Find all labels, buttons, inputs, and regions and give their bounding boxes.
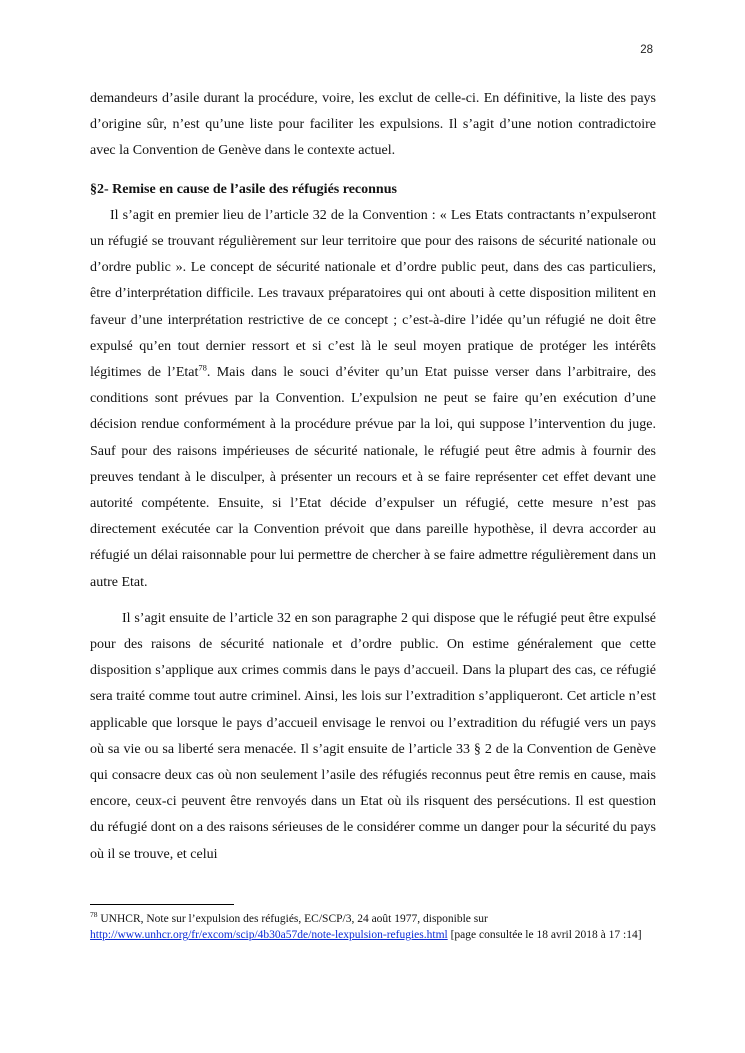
footnote-text: UNHCR, Note sur l’expulsion des réfugiés, EC/SCP/3, 24 août 1977, disponible sur [97, 913, 488, 925]
footnote-separator [90, 904, 234, 905]
footnote-link[interactable]: http://www.unhcr.org/fr/excom/scip/4b30a57de/note-lexpulsion-refugies.html [90, 929, 448, 941]
footnote-reference[interactable]: 78 [198, 362, 207, 373]
paragraph-1: demandeurs d’asile durant la procédure, voire, les exclut de celle-ci. En définitive, la liste des pays d’origine sûr, n’est qu’une liste pour faciliter les expulsions. Il s’agit d’une notion contradictoire avec la Convention de Genève dans le contexte actuel. [90, 91, 656, 159]
page-number: 28 [640, 44, 653, 56]
footnote-78 [90, 911, 656, 943]
paragraph-2-part-2: . Mais dans le souci d’éviter qu’un Etat puisse verser dans l’arbitraire, des conditions sont prévues par la Convention. L’expulsion ne peut se faire qu’en exécution d’une décision rendue conformément à la procédure prévue par la loi, qui suppose l’intervention du juge. Sauf pour des raisons impérieuses de sécurité nationale, le réfugié peut être admis à fournir des preuves tendant à le disculper, à présenter un recours et à se faire représenter cet effet devant une autorité compétente. Ensuite, si l’Etat décide d’expulser un réfugié, cette mesure n’est pas directement exécutée car la Convention prévoit que dans pareille hypothèse, il devra accorder au réfugié un délai raisonnable pour lui permettre de chercher à se faire admettre régulièrement dans un autre Etat. [90, 365, 656, 590]
footnote-area [90, 911, 656, 943]
main-text [90, 86, 656, 868]
paragraph-2-part-1: Il s’agit en premier lieu de l’article 32 de la Convention : « Les Etats contractants n’expulseront un réfugié se trouvant régulièrement sur leur territoire que pour des raisons de sécurité nationale ou d’ordre public ». Le concept de sécurité nationale et d’ordre public peut, dans des cas particuliers, être d’interprétation difficile. Les travaux préparatoires qui ont abouti à cette disposition militent en faveur d’une interprétation restrictive de ce concept ; c’est-à-dire l’idée qu’un réfugié ne doit être expulsé qu’en tout dernier ressort et si c’est là le seul moyen pratique de protéger les intérêts légitimes de l’Etat [90, 207, 656, 381]
paragraph-3: Il s’agit ensuite de l’article 32 en son paragraphe 2 qui dispose que le réfugié peut être expulsé pour des raisons de sécurité nationale et d’ordre public. On estime généralement que cette disposition s’applique aux crimes commis dans le pays d’accueil. Dans la plupart des cas, ce réfugié sera traité comme tout autre criminel. Ainsi, les lois sur l’extradition s’appliqueront. Cet article n’est applicable que lorsque le pays d’accueil envisage le renvoi ou l’extradition du réfugié vers un pays où sa vie ou sa liberté sera menacée. Il s’agit ensuite de l’article 33 § 2 de la Convention de Genève qui consacre deux cas où non seulement l’asile des réfugiés reconnus peut être remis en cause, mais encore, ceux-ci peuvent être renvoyés dans un Etat où ils risquent des persécutions. Il est question du réfugié dont on a des raisons sérieuses de le considérer comme un danger pour la sécurité du pays où il se trouve, et celui [90, 610, 656, 862]
section-heading: §2- Remise en cause de l’asile des réfugiés reconnus [90, 181, 397, 197]
footnote-access-date: [page consultée le 18 avril 2018 à 17 :14] [447, 929, 642, 941]
paragraph-2 [90, 203, 656, 596]
footnote-number: 78 [90, 910, 98, 920]
